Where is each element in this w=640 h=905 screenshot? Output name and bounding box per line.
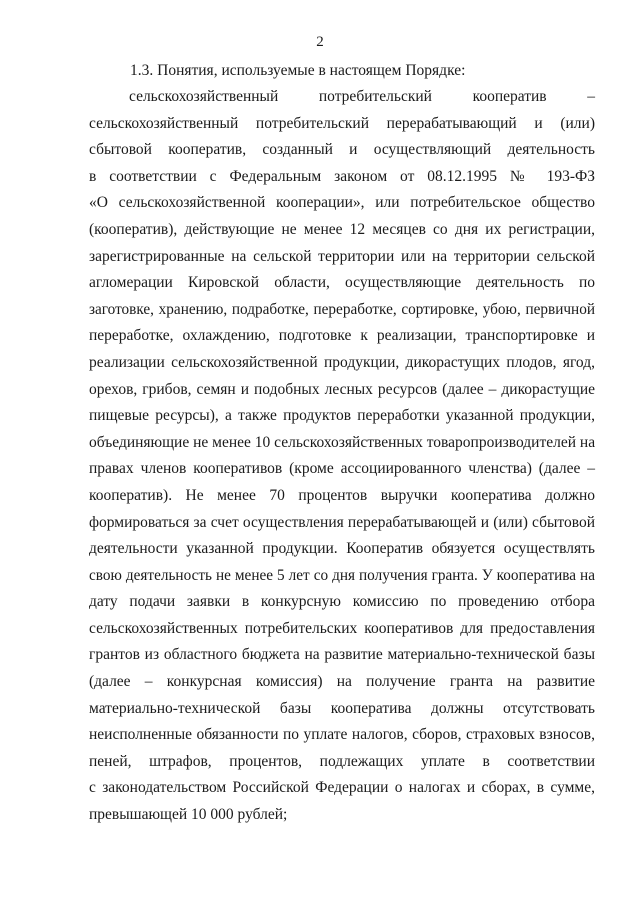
paragraph-line: реализации сельскохозяйственной продукции, дикорастущих плодов, ягод, (89, 353, 595, 371)
paragraph-line: превышающей 10 000 рублей; (89, 806, 288, 824)
paragraph-line: зарегистрированные на сельской территории или на территории сельской (89, 247, 595, 265)
paragraph-line: заготовке, хранению, подработке, переработке, сортировке, убою, первичной (89, 300, 595, 318)
paragraph-line: с законодательством Российской Федерации о налогах и сборах, в сумме, (89, 779, 595, 797)
paragraph-line: переработке, охлаждению, подготовке к реализации, транспортировке и (89, 327, 595, 345)
paragraph-line: (кооператив), действующие не менее 12 месяцев со дня их регистрации, (89, 220, 595, 238)
paragraph-line: свою деятельность не менее 5 лет со дня получения гранта. У кооператива на (89, 566, 595, 584)
paragraph-line: сельскохозяйственный потребительский кооператив – (129, 88, 595, 105)
paragraph-line: неисполненные обязанности по уплате налогов, сборов, страховых взносов, (89, 726, 595, 744)
paragraph-line: формироваться за счет осуществления перерабатывающей и (или) сбытовой (89, 513, 595, 531)
paragraph-line: дату подачи заявки в конкурсную комиссию по проведению отбора (89, 593, 595, 611)
paragraph-line: (далее – конкурсная комиссия) на получение гранта на развитие (89, 673, 595, 691)
paragraph-line: «О сельскохозяйственной кооперации», или потребительское общество (89, 194, 595, 212)
paragraph-line: кооператив). Не менее 70 процентов выручки кооператива должно (89, 486, 595, 504)
page-number: 2 (316, 34, 324, 50)
paragraph-line: пищевые ресурсы), а также продуктов переработки указанной продукции, (89, 407, 595, 425)
paragraph-line: материально-технической базы кооператива должны отсутствовать (89, 699, 595, 717)
paragraph-line: грантов из областного бюджета на развитие материально-технической базы (89, 646, 595, 664)
section-heading: 1.3. Понятия, используемые в настоящем Порядке: (130, 62, 466, 79)
paragraph-line: сельскохозяйственных потребительских кооперативов для предоставления (89, 619, 595, 637)
paragraph-line: деятельности указанной продукции. Кооператив обязуется осуществлять (89, 540, 595, 558)
paragraph-line: пеней, штрафов, процентов, подлежащих уплате в соответствии (89, 752, 595, 770)
paragraph-line: правах членов кооперативов (кроме ассоциированного членства) (далее – (89, 460, 595, 478)
paragraph-line: орехов, грибов, семян и подобных лесных ресурсов (далее – дикорастущие (89, 380, 595, 398)
definition-paragraph (89, 88, 595, 833)
paragraph-line: сельскохозяйственный потребительский перерабатывающий и (или) (89, 114, 595, 132)
paragraph-line: объединяющие не менее 10 сельскохозяйственных товаропроизводителей на (89, 433, 596, 451)
paragraph-line: в соответствии с Федеральным законом от 08.12.1995 № 193-ФЗ (89, 167, 595, 185)
paragraph-line: агломерации Кировской области, осуществляющие деятельность по (89, 274, 595, 292)
paragraph-line: сбытовой кооператив, созданный и осуществляющий деятельность (89, 141, 595, 159)
